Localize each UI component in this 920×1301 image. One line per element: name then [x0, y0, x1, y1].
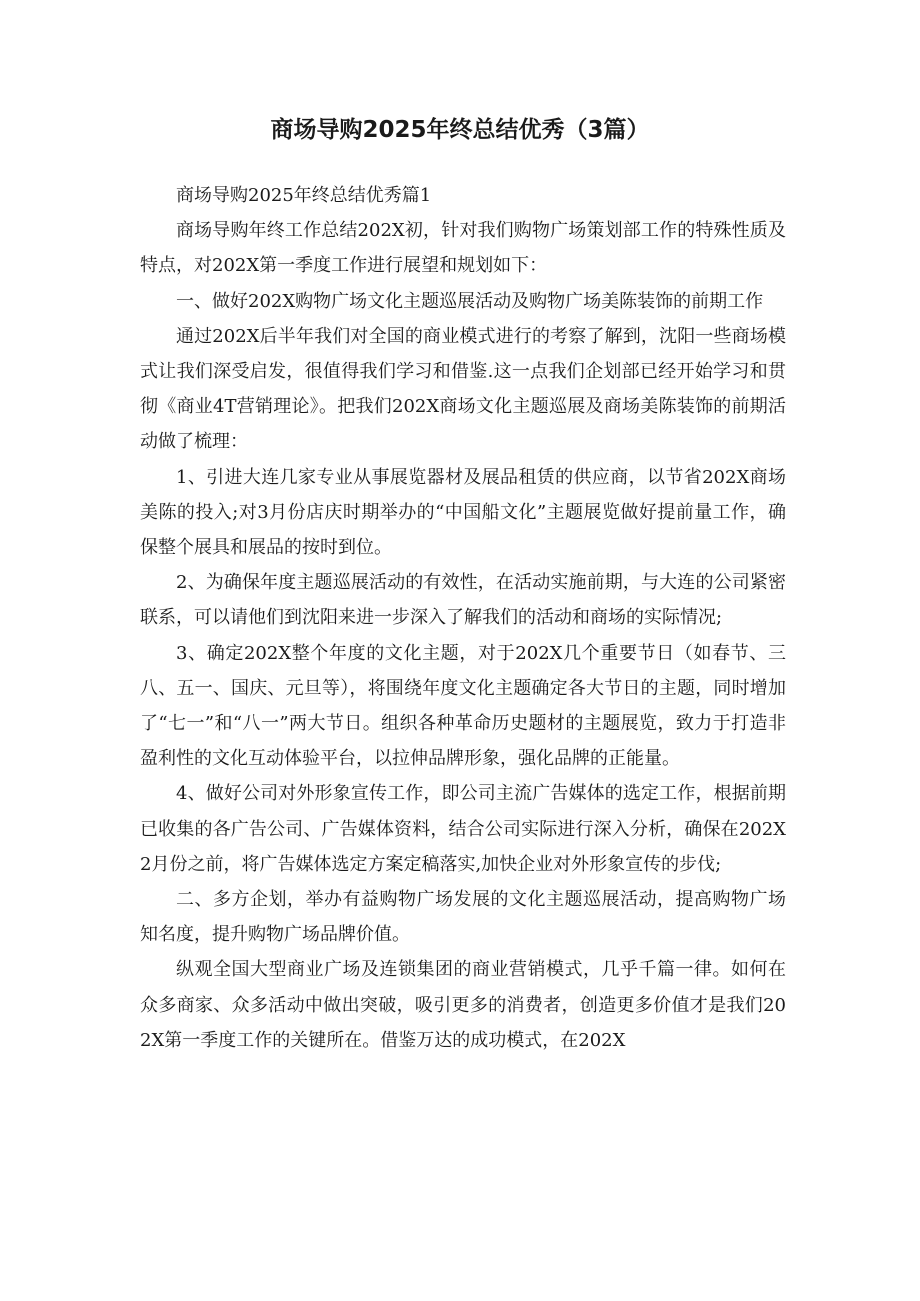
paragraph: 4、做好公司对外形象宣传工作，即公司主流广告媒体的选定工作，根据前期已收集的各广告公司、广告媒体资料，结合公司实际进行深入分析，确保在202X2月份之前，将广告媒体选定方案定稿落实,加快企业对外形象宣传的步伐; [140, 783, 786, 875]
paragraph: 一、做好202X购物广场文化主题巡展活动及购物广场美陈装饰的前期工作 [176, 290, 764, 312]
paragraph: 纵观全国大型商业广场及连锁集团的商业营销模式，几乎千篇一律。如何在众多商家、众多活动中做出突破，吸引更多的消费者，创造更多价值才是我们202X第一季度工作的关键所在。借鉴万达的成功模式，在202X [140, 959, 786, 1051]
section-heading: 商场导购2025年终总结优秀篇1 [176, 185, 432, 206]
paragraph: 二、多方企划，举办有益购物广场发展的文化主题巡展活动，提高购物广场知名度，提升购物广场品牌价值。 [140, 889, 786, 946]
paragraph: 通过202X后半年我们对全国的商业模式进行的考察了解到，沈阳一些商场模式让我们深受启发，很值得我们学习和借鉴.这一点我们企划部已经开始学习和贯彻《商业4T营销理论》。把我们202X商场文化主题巡展及商场美陈装饰的前期活动做了梳理： [140, 325, 786, 453]
paragraph: 2、为确保年度主题巡展活动的有效性，在活动实施前期，与大连的公司紧密联系，可以请他们到沈阳来进一步深入了解我们的活动和商场的实际情况; [140, 572, 786, 629]
document-body [140, 178, 786, 1058]
paragraph: 1、引进大连几家专业从事展览器材及展品租赁的供应商，以节省202X商场美陈的投入;对3月份店庆时期举办的“中国船文化”主题展览做好提前量工作，确保整个展具和展品的按时到位。 [140, 466, 786, 559]
paragraph: 商场导购年终工作总结202X初，针对我们购物广场策划部工作的特殊性质及特点，对202X第一季度工作进行展望和规划如下： [140, 220, 786, 277]
document-title: 商场导购2025年终总结优秀（3篇） [270, 117, 650, 143]
paragraph: 3、确定202X整个年度的文化主题，对于202X几个重要节日（如春节、三八、五一、国庆、元旦等），将围绕年度文化主题确定各大节日的主题，同时增加了“七一”和“八一”两大节日。组织各种革命历史题材的主题展览，致力于打造非盈利性的文化互动体验平台，以拉伸品牌形象，强化品牌的正能量。 [140, 642, 786, 770]
